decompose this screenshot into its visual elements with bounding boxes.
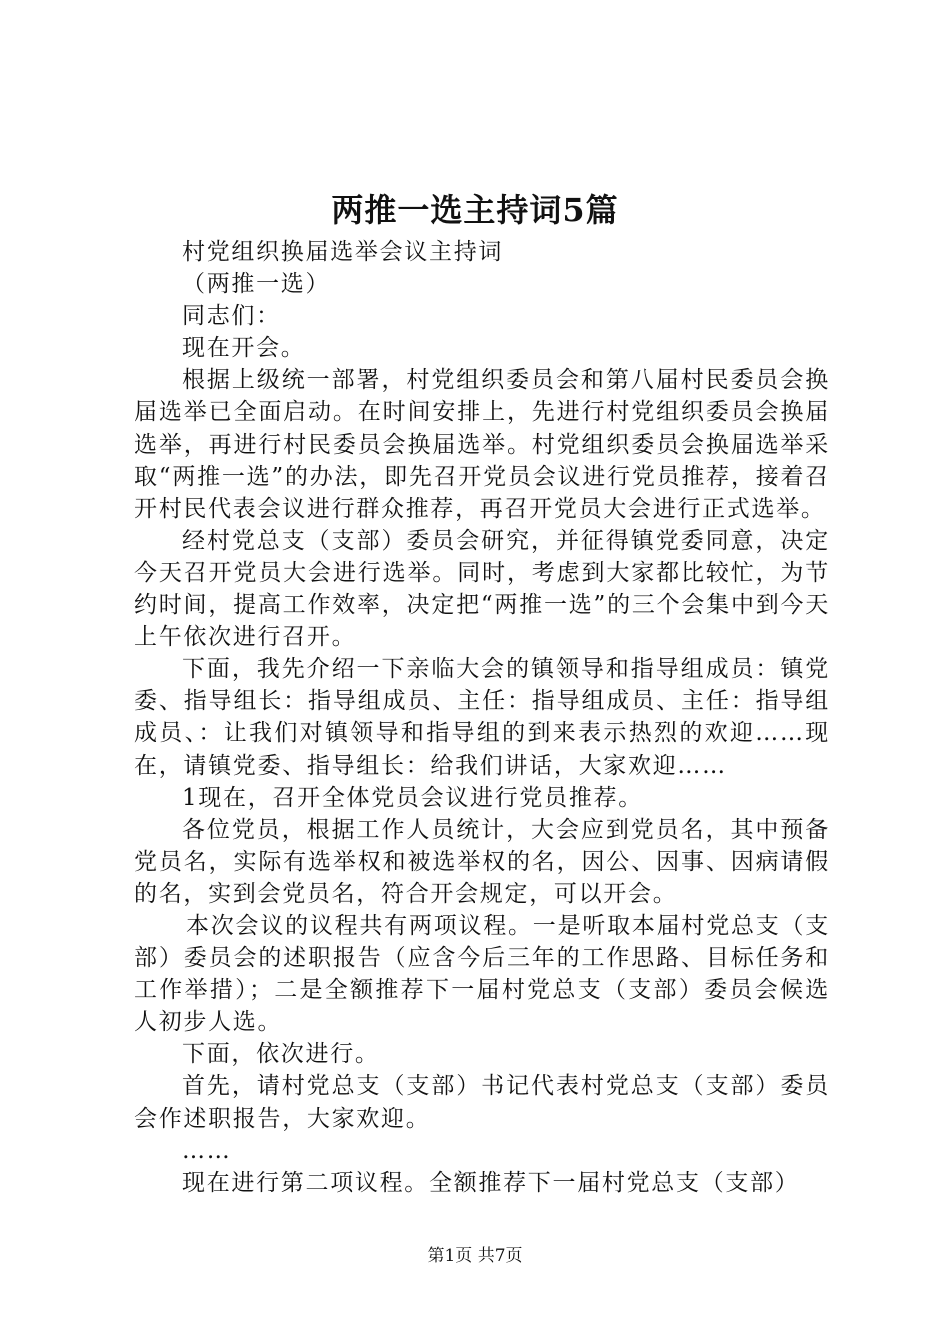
paragraph: 1现在，召开全体党员会议进行党员推荐。 bbox=[182, 784, 643, 811]
paragraph: 根据上级统一部署，村党组织委员会和第八届村民委员会换届选举已全面启动。在时间安排上，先进行村党组织委员会换届选举，再进行村民委员会换届选举。村党组织委员会换届选举采取“两推一选”的办法，即先召开党员会议进行党员推荐，接着召开村民代表会议进行群众推荐，再召开党员大会进行正式选举。 bbox=[134, 367, 830, 522]
paragraph: 下面，依次进行。 bbox=[182, 1041, 380, 1068]
meeting-heading: 村党组织换届选举会议主持词 bbox=[182, 239, 504, 265]
paragraph: 首先，请村党总支（支部）书记代表村党总支（支部）委员会作述职报告，大家欢迎。 bbox=[134, 1073, 830, 1132]
document-title: 两推一选主持词5篇 bbox=[331, 191, 619, 229]
paragraph: 现在开会。 bbox=[182, 335, 306, 362]
page-number: 第1页 共7页 bbox=[427, 1246, 523, 1266]
paragraph: 现在进行第二项议程。全额推荐下一届村党总支（支部） bbox=[182, 1169, 800, 1196]
meeting-subheading: （两推一选） bbox=[182, 271, 331, 298]
document-body bbox=[134, 236, 830, 1199]
salutation: 同志们： bbox=[182, 303, 281, 330]
paragraph: 各位党员，根据工作人员统计，大会应到党员名，其中预备党员名，实际有选举权和被选举权的名，因公、因事、因病请假的名，实到会党员名，符合开会规定，可以开会。 bbox=[134, 816, 830, 907]
ellipsis-line: …… bbox=[182, 1137, 232, 1164]
paragraph: 本次会议的议程共有两项议程。一是听取本届村党总支（支部）委员会的述职报告（应含今后三年的工作思路、目标任务和工作举措）；二是全额推荐下一届村党总支（支部）委员会候选人初步人选。 bbox=[134, 912, 830, 1036]
paragraph: 经村党总支（支部）委员会研究，并征得镇党委同意，决定今天召开党员大会进行选举。同时，考虑到大家都比较忙，为节约时间，提高工作效率，决定把“两推一选”的三个会集中到今天上午依次进行召开。 bbox=[134, 527, 830, 651]
paragraph: 下面，我先介绍一下亲临大会的镇领导和指导组成员：镇党委、指导组长：指导组成员、主任：指导组成员、主任：指导组成员、：让我们对镇领导和指导组的到来表示热烈的欢迎……现在，请镇党委、指导组长：给我们讲话，大家欢迎…… bbox=[134, 656, 830, 779]
